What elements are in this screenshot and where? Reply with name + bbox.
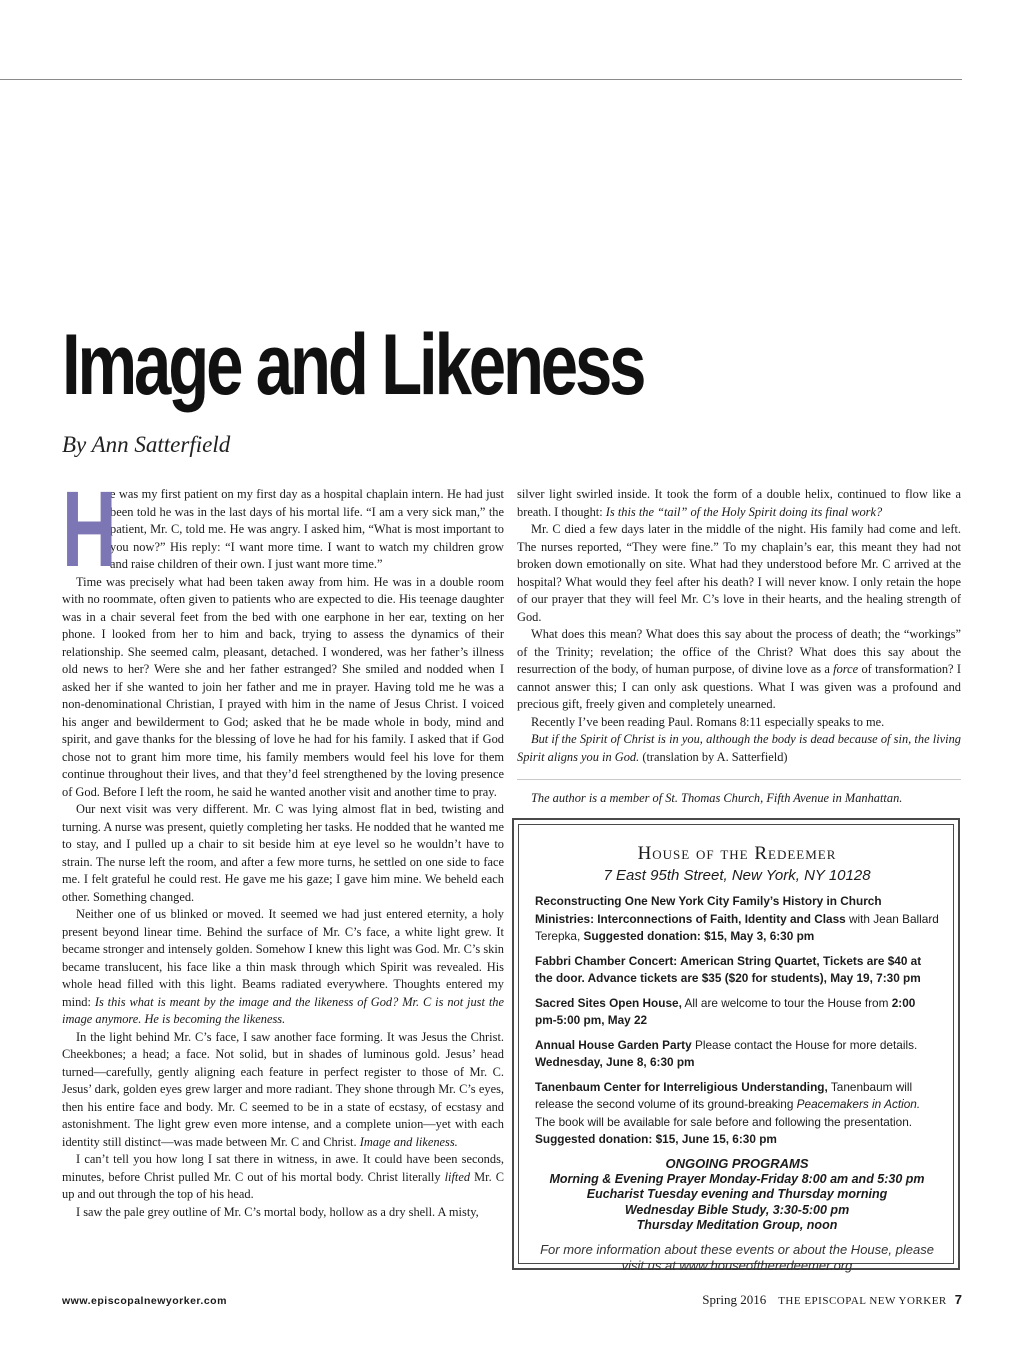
advertisement-box bbox=[512, 818, 960, 1273]
ad-event: Fabbri Chamber Concert: American String Quartet, Tickets are $40 at the door. Advance tickets are $35 ($20 for students), May 19, 7:30 pm bbox=[535, 953, 922, 985]
paragraph: Our next visit was very different. Mr. C was lying almost flat in bed, twisting and turning. A nurse was present, quietly completing her tasks. He nodded that he wanted me to stay, and I pulled up a chair to sit beside him at eye level so he wouldn’t have to strain. The nurse left the room, and after a few more turns, he settled on one side to face me. I felt grateful he could rest. He gave me his gaze; I gave him mine. We beheld each other. Something changed. bbox=[62, 802, 504, 904]
paragraph: In the light behind Mr. C’s face, I saw another face forming. It was Jesus the Christ. Cheekbones; a head; a face. Not solid, but in shades of luminous gold. Jesus’ head turned—carefully, gently aligning each feature in perfect register to those of Mr. C. Jesus’ dark, golden eyes grew larger and more radiant. They shone through Mr. C’s eyes, then his entire face and body. Mr. C seemed to be in a state of ecstasy, of ecstasy and astonishment. The light grew even more intense, and a complete union—yet with each identity still distinct—was made between Mr. C and Christ. Image and likeness. bbox=[62, 1029, 504, 1149]
ad-event: Sacred Sites Open House, All are welcome to tour the House from 2:00 pm-5:00 pm, May 22 bbox=[535, 995, 916, 1027]
drop-cap: H bbox=[62, 468, 117, 589]
divider bbox=[517, 779, 961, 780]
paragraph: Time was precisely what had been taken away from him. He was in a double room with no roommate, often given to patients who are expected to die. His teenage daughter was in a chair several feet from the bed with one earphone in her ear, texting on her phone. I looked from her to him and back, trying to assess the dynamics of their relationship. She seemed calm, pleasant, detached. I wondered, was her father’s illness old news to her? Were she and her father estranged? She smiled and nodded when I asked her if she wanted to join her father and me in prayer. Having told me he was a non-denominational Christian, I prayed with him in the name of Jesus Christ. I voiced his anger and bewilderment to God; asked that he be made whole in body, mind and spirit, and gave thanks for the blessing of love he had for his family. I asked that if God chose not to grant him more time, his family members would feel his love for them continue throughout their lives, and that they’d feel strengthened by the loving presence of God. Before I left the room, he said he wanted another visit and another time to pray. bbox=[62, 574, 504, 799]
left-column bbox=[62, 468, 504, 1221]
paragraph: I saw the pale grey outline of Mr. C’s mortal body, hollow as a dry shell. A misty, bbox=[76, 1204, 479, 1219]
paragraph: What does this mean? What does this say about the process of death; the “workings” of the Trinity; revelation; the office of the Christ? What does this say about the resurrection of the body, of human purpose, of divine love as a force of transformation? I cannot answer this; I can only ask questions. What I was given was a profound and precious gift, freely given and completely unearned. bbox=[517, 627, 961, 711]
ongoing-program: Wednesday Bible Study, 3:30-5:00 pm bbox=[624, 1202, 850, 1217]
footer-publication: THE EPISCOPAL NEW YORKER bbox=[778, 1295, 947, 1307]
ad-event: Tanenbaum Center for Interreligious Understanding, Tanenbaum will release the second volume of its ground-breaking Peacemakers in Action. The book will be available for sale before and following the presentation. Suggested donation: $15, June 15, 6:30 pm bbox=[535, 1079, 921, 1146]
right-column bbox=[517, 486, 961, 807]
page-number: 7 bbox=[954, 1292, 962, 1307]
ongoing-program: Eucharist Tuesday evening and Thursday morning bbox=[586, 1187, 888, 1201]
ad-title: House of the Redeemer bbox=[637, 843, 837, 864]
advertisement-inner bbox=[518, 824, 954, 1273]
ongoing-programs-heading: ONGOING PROGRAMS bbox=[665, 1155, 809, 1171]
paragraph: Mr. C died a few days later in the middle of the night. His family had come and left. The nurses reported, “They were fine.” To my chaplain’s ear, this meant they had not broken down emotionally on site. What had they understood before Mr. C arrived at the hospital? What would they feel after his death? I will never know. I only retain the hope of our prayer that they will feel Mr. C’s love in their hearts, and the healing strength of God. bbox=[517, 522, 961, 624]
paragraph: silver light swirled inside. It took the form of a double helix, continued to flow like a breath. I thought: Is this the “tail” of the Holy Spirit doing its final work? bbox=[517, 487, 961, 519]
paragraph: H e was my first patient on my first day as a hospital chaplain intern. He had just been told he was in the last days of his mortal life. “I am a very sick man,” the patient, Mr. C, told me. He was angry. I asked him, “What is most important to you now?” His reply: “I want more time. I want to watch my children grow and raise children of their own. I just want more time.” bbox=[62, 468, 504, 589]
ad-more-info: For more information about these events or about the House, please visit us at www.houseoftheredeemer.org bbox=[540, 1241, 934, 1273]
paragraph: But if the Spirit of Christ is in you, although the body is dead because of sin, the living Spirit aligns you in God. (translation by A. Satterfield) bbox=[517, 732, 961, 764]
ad-event: Reconstructing One New York City Family’s History in Church Ministries: Interconnections of Faith, Identity and Class with Jean Ballard Terepka, Suggested donation: $15, May 3, 6:30 pm bbox=[535, 894, 939, 943]
ad-address: 7 East 95th Street, New York, NY 10128 bbox=[603, 867, 871, 884]
paragraph: Neither one of us blinked or moved. It seemed we had just entered eternity, a holy present beyond linear time. Behind the surface of Mr. C’s face, a white light grew. It became stronger and intensely golden. Somehow I knew this light was God. Mr. C’s skin became translucent, his face like a thin mask through which Spirit was revealed. His whole head filled with this light. Beams radiated everywhere. Thoughts entered my mind: Is this what is meant by the image and the likeness of God? Mr. C is not just the image anymore. He is becoming the likeness. bbox=[62, 907, 504, 1026]
author-note: The author is a member of St. Thomas Church, Fifth Avenue in Manhattan. bbox=[531, 791, 903, 805]
ongoing-program: Morning & Evening Prayer Monday-Friday 8:00 am and 5:30 pm bbox=[549, 1171, 925, 1186]
byline: By Ann Satterfield bbox=[62, 432, 231, 457]
ongoing-program: Thursday Meditation Group, noon bbox=[636, 1218, 838, 1232]
footer-url[interactable]: www.episcopalnewyorker.com bbox=[62, 1295, 227, 1307]
paragraph: Recently I’ve been reading Paul. Romans 8:11 especially speaks to me. bbox=[531, 714, 885, 729]
paragraph: I can’t tell you how long I sat there in witness, in awe. It could have been seconds, minutes, before Christ pulled Mr. C out of his mortal body. Christ literally lifted Mr. C up and out through the top of his head. bbox=[62, 1152, 504, 1201]
ad-event: Annual House Garden Party Please contact the House for more details. Wednesday, June 8, 6:30 pm bbox=[535, 1037, 918, 1069]
article-title: Image and Likeness bbox=[62, 317, 644, 413]
top-rule bbox=[0, 79, 962, 80]
footer-season: Spring 2016 bbox=[702, 1292, 767, 1307]
footer-folio bbox=[702, 1292, 962, 1308]
